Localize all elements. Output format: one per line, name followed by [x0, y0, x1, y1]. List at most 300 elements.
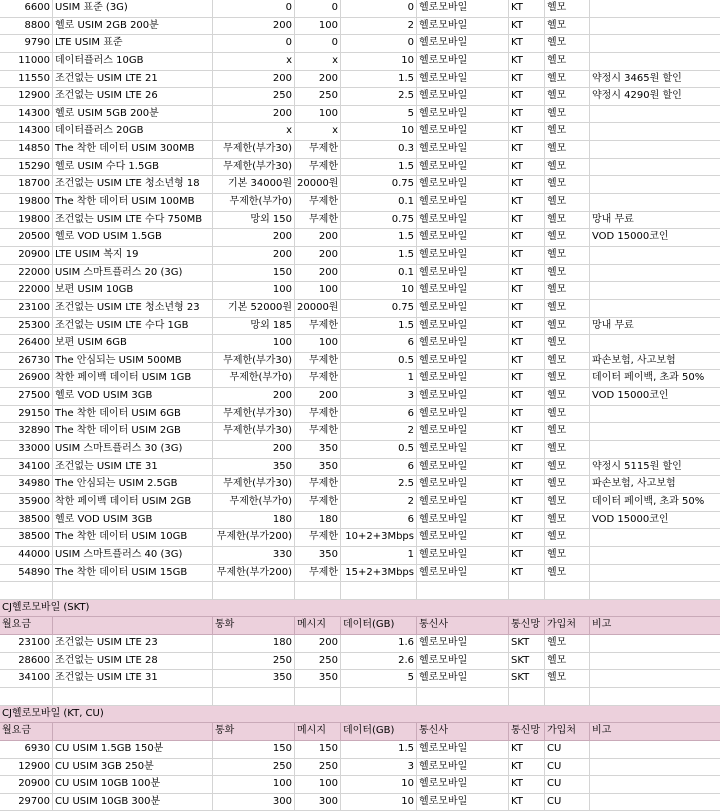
cell-col-2[interactable]: 300: [213, 794, 295, 811]
cell-col-1[interactable]: The 착한 데이터 USIM 15GB: [53, 565, 213, 582]
cell-col-7[interactable]: CU: [545, 776, 590, 793]
cell-col-5[interactable]: 헬로모바일: [417, 370, 509, 387]
cell-col-8[interactable]: 약정시 5115원 할인: [592, 460, 682, 472]
cell-col-5[interactable]: 헬로모바일: [417, 741, 509, 758]
cell-col-5[interactable]: 헬로모바일: [417, 282, 509, 299]
cell-col-1[interactable]: CU USIM 1.5GB 150분: [53, 741, 213, 758]
cell-col-8[interactable]: [590, 529, 720, 546]
cell-col-5[interactable]: 헬로모바일: [417, 35, 509, 52]
cell-col-2[interactable]: 100: [213, 282, 295, 299]
cell-col-2[interactable]: 350: [213, 670, 295, 687]
cell-col-7[interactable]: 헬모: [545, 159, 590, 176]
cell-col-0[interactable]: 11550: [0, 71, 53, 88]
cell-col-3[interactable]: 180: [295, 512, 341, 529]
cell-col-4[interactable]: 6: [341, 406, 417, 423]
cell-col-5[interactable]: 헬로모바일: [417, 71, 509, 88]
cell-col-7[interactable]: 헬모: [545, 53, 590, 70]
empty-cell[interactable]: [295, 582, 341, 599]
cell-col-0[interactable]: 14850: [0, 141, 53, 158]
cell-col-6[interactable]: KT: [509, 18, 545, 35]
cell-col-8[interactable]: [590, 159, 720, 176]
cell-col-8[interactable]: [590, 106, 720, 123]
cell-col-4[interactable]: 10: [341, 794, 417, 811]
cell-col-1[interactable]: USIM 표준 (3G): [53, 0, 213, 17]
cell-col-3[interactable]: 350: [295, 670, 341, 687]
cell-col-3[interactable]: 무제한: [295, 212, 341, 229]
cell-col-2[interactable]: 180: [213, 635, 295, 652]
cell-col-6[interactable]: KT: [509, 123, 545, 140]
cell-col-7[interactable]: 헬모: [545, 123, 590, 140]
cell-col-5[interactable]: 통신사: [417, 723, 509, 740]
cell-col-2[interactable]: 250: [213, 653, 295, 670]
cell-col-4[interactable]: 0: [341, 0, 417, 17]
cell-col-4[interactable]: 2.5: [341, 88, 417, 105]
empty-cell[interactable]: [545, 582, 590, 599]
cell-col-1[interactable]: 조건없는 USIM LTE 23: [53, 635, 213, 652]
cell-col-4[interactable]: 0.75: [341, 300, 417, 317]
cell-col-8[interactable]: [590, 670, 720, 687]
cell-col-7[interactable]: 헬모: [545, 459, 590, 476]
cell-col-1[interactable]: CU USIM 10GB 100분: [53, 776, 213, 793]
cell-col-2[interactable]: 100: [213, 776, 295, 793]
cell-col-0[interactable]: 54890: [0, 565, 53, 582]
cell-col-1[interactable]: 헬로 USIM 수다 1.5GB: [53, 159, 213, 176]
cell-col-7[interactable]: 헬모: [545, 194, 590, 211]
cell-col-7[interactable]: 헬모: [545, 370, 590, 387]
cell-col-7[interactable]: 헬모: [545, 0, 590, 17]
cell-col-4[interactable]: 데이터(GB): [341, 617, 417, 634]
cell-col-2[interactable]: 200: [213, 388, 295, 405]
cell-col-4[interactable]: 2.5: [341, 476, 417, 493]
cell-col-4[interactable]: 1: [341, 547, 417, 564]
cell-col-2[interactable]: 기본 34000원: [213, 176, 295, 193]
cell-col-1[interactable]: 조건없는 USIM LTE 청소년형 23: [53, 300, 213, 317]
cell-col-5[interactable]: 헬로모바일: [417, 194, 509, 211]
cell-col-3[interactable]: 350: [295, 441, 341, 458]
cell-col-7[interactable]: CU: [545, 741, 590, 758]
cell-col-2[interactable]: 200: [213, 18, 295, 35]
cell-col-1[interactable]: 데이터플러스 10GB: [53, 53, 213, 70]
cell-col-2[interactable]: 무제한(부가0): [213, 194, 295, 211]
cell-col-6[interactable]: KT: [509, 459, 545, 476]
cell-col-3[interactable]: 300: [295, 794, 341, 811]
cell-col-5[interactable]: 헬로모바일: [417, 476, 509, 493]
cell-col-4[interactable]: 10+2+3Mbps: [341, 529, 417, 546]
cell-col-5[interactable]: 헬로모바일: [417, 318, 509, 335]
cell-col-7[interactable]: 헬모: [545, 547, 590, 564]
cell-col-0[interactable]: 29150: [0, 406, 53, 423]
cell-col-5[interactable]: 헬로모바일: [417, 265, 509, 282]
cell-col-2[interactable]: 150: [213, 265, 295, 282]
cell-col-4[interactable]: 5: [341, 106, 417, 123]
cell-col-5[interactable]: 헬로모바일: [417, 794, 509, 811]
cell-col-1[interactable]: USIM 스마트플러스 30 (3G): [53, 441, 213, 458]
cell-col-3[interactable]: 무제한: [295, 159, 341, 176]
cell-col-4[interactable]: 6: [341, 512, 417, 529]
cell-col-4[interactable]: 1: [341, 370, 417, 387]
cell-col-7[interactable]: 가입처: [545, 723, 590, 740]
cell-col-1[interactable]: CU USIM 3GB 250분: [53, 759, 213, 776]
cell-col-4[interactable]: 1.5: [341, 741, 417, 758]
empty-cell[interactable]: [590, 688, 720, 705]
empty-cell[interactable]: [417, 582, 509, 599]
cell-col-2[interactable]: 150: [213, 741, 295, 758]
cell-col-3[interactable]: 150: [295, 741, 341, 758]
cell-col-8[interactable]: 약정시 4290원 할인: [592, 90, 682, 102]
cell-col-2[interactable]: 무제한(부가200): [213, 529, 295, 546]
cell-col-0[interactable]: 15290: [0, 159, 53, 176]
cell-col-2[interactable]: 망외 150: [213, 212, 295, 229]
cell-col-3[interactable]: 무제한: [295, 476, 341, 493]
cell-col-6[interactable]: SKT: [509, 653, 545, 670]
cell-col-4[interactable]: 10: [341, 123, 417, 140]
cell-col-8[interactable]: [590, 441, 720, 458]
cell-col-1[interactable]: The 안심되는 USIM 500MB: [53, 353, 213, 370]
cell-col-3[interactable]: 200: [295, 71, 341, 88]
cell-col-8[interactable]: [590, 759, 720, 776]
cell-col-0[interactable]: 32890: [0, 423, 53, 440]
cell-col-3[interactable]: 200: [295, 247, 341, 264]
cell-col-5[interactable]: 헬로모바일: [417, 635, 509, 652]
cell-col-0[interactable]: 28600: [0, 653, 53, 670]
cell-col-7[interactable]: 헬모: [545, 423, 590, 440]
cell-col-6[interactable]: KT: [509, 300, 545, 317]
cell-col-1[interactable]: 착한 페이백 데이터 USIM 2GB: [53, 494, 213, 511]
cell-col-7[interactable]: 헬모: [545, 512, 590, 529]
cell-col-8[interactable]: [590, 0, 720, 17]
cell-col-5[interactable]: 헬로모바일: [417, 670, 509, 687]
cell-col-3[interactable]: 무제한: [295, 194, 341, 211]
cell-col-2[interactable]: 330: [213, 547, 295, 564]
cell-col-4[interactable]: 10: [341, 776, 417, 793]
cell-col-5[interactable]: 헬로모바일: [417, 529, 509, 546]
cell-col-4[interactable]: 0.5: [341, 441, 417, 458]
cell-col-7[interactable]: 헬모: [545, 565, 590, 582]
cell-col-0[interactable]: 9790: [0, 35, 53, 52]
cell-col-6[interactable]: KT: [509, 794, 545, 811]
cell-col-5[interactable]: 헬로모바일: [417, 459, 509, 476]
cell-col-2[interactable]: 무제한(부가30): [213, 141, 295, 158]
cell-col-0[interactable]: 월요금: [0, 617, 53, 634]
cell-col-2[interactable]: x: [213, 123, 295, 140]
cell-col-0[interactable]: 6930: [0, 741, 53, 758]
cell-col-2[interactable]: 200: [213, 106, 295, 123]
cell-col-4[interactable]: 6: [341, 459, 417, 476]
cell-col-0[interactable]: 6600: [0, 0, 53, 17]
cell-col-7[interactable]: 헬모: [545, 300, 590, 317]
cell-col-2[interactable]: 무제한(부가30): [213, 159, 295, 176]
cell-col-0[interactable]: 8800: [0, 18, 53, 35]
cell-col-8[interactable]: [590, 141, 720, 158]
cell-col-4[interactable]: 데이터(GB): [341, 723, 417, 740]
cell-col-6[interactable]: KT: [509, 194, 545, 211]
cell-col-6[interactable]: KT: [509, 229, 545, 246]
cell-col-1[interactable]: The 착한 데이터 USIM 300MB: [53, 141, 213, 158]
cell-col-5[interactable]: 헬로모바일: [417, 388, 509, 405]
cell-col-5[interactable]: 헬로모바일: [417, 653, 509, 670]
cell-col-8[interactable]: 망내 무료: [592, 213, 634, 225]
cell-col-0[interactable]: 26400: [0, 335, 53, 352]
cell-col-1[interactable]: CU USIM 10GB 300분: [53, 794, 213, 811]
cell-col-3[interactable]: 0: [295, 35, 341, 52]
cell-col-5[interactable]: 헬로모바일: [417, 300, 509, 317]
cell-col-2[interactable]: 통화: [213, 617, 295, 634]
cell-col-6[interactable]: KT: [509, 318, 545, 335]
cell-col-8[interactable]: 비고: [592, 725, 612, 737]
cell-col-3[interactable]: 무제한: [295, 318, 341, 335]
cell-col-0[interactable]: 26730: [0, 353, 53, 370]
cell-col-7[interactable]: 헬모: [545, 265, 590, 282]
cell-col-6[interactable]: KT: [509, 776, 545, 793]
cell-col-3[interactable]: x: [295, 123, 341, 140]
cell-col-2[interactable]: 250: [213, 88, 295, 105]
cell-col-2[interactable]: 200: [213, 229, 295, 246]
empty-cell[interactable]: [53, 688, 213, 705]
cell-col-0[interactable]: 44000: [0, 547, 53, 564]
cell-col-0[interactable]: 20900: [0, 776, 53, 793]
cell-col-4[interactable]: 3: [341, 759, 417, 776]
empty-cell[interactable]: [509, 688, 545, 705]
cell-col-2[interactable]: 무제한(부가30): [213, 476, 295, 493]
cell-col-6[interactable]: 통신망: [509, 617, 545, 634]
cell-col-8[interactable]: [590, 18, 720, 35]
cell-col-3[interactable]: 무제한: [295, 494, 341, 511]
cell-col-6[interactable]: KT: [509, 741, 545, 758]
cell-col-4[interactable]: 1.5: [341, 71, 417, 88]
cell-col-7[interactable]: 헬모: [545, 318, 590, 335]
cell-col-0[interactable]: 29700: [0, 794, 53, 811]
cell-col-3[interactable]: 200: [295, 388, 341, 405]
cell-col-7[interactable]: CU: [545, 759, 590, 776]
cell-col-6[interactable]: KT: [509, 35, 545, 52]
empty-cell[interactable]: [341, 688, 417, 705]
cell-col-8[interactable]: 파손보험, 사고보험: [592, 478, 676, 490]
cell-col-7[interactable]: 헬모: [545, 494, 590, 511]
cell-col-3[interactable]: 100: [295, 106, 341, 123]
cell-col-4[interactable]: 10: [341, 282, 417, 299]
cell-col-6[interactable]: KT: [509, 441, 545, 458]
cell-col-3[interactable]: 무제한: [295, 353, 341, 370]
cell-col-8[interactable]: [590, 53, 720, 70]
empty-cell[interactable]: [590, 582, 720, 599]
cell-col-7[interactable]: 헬모: [545, 353, 590, 370]
cell-col-8[interactable]: VOD 15000코인: [592, 390, 669, 402]
cell-col-6[interactable]: SKT: [509, 670, 545, 687]
cell-col-2[interactable]: 망외 185: [213, 318, 295, 335]
cell-col-4[interactable]: 10: [341, 53, 417, 70]
cell-col-5[interactable]: 헬로모바일: [417, 88, 509, 105]
cell-col-7[interactable]: 헬모: [545, 212, 590, 229]
cell-col-2[interactable]: 무제한(부가200): [213, 565, 295, 582]
empty-cell[interactable]: [0, 688, 53, 705]
cell-col-6[interactable]: KT: [509, 335, 545, 352]
cell-col-4[interactable]: 0.3: [341, 141, 417, 158]
cell-col-2[interactable]: 무제한(부가0): [213, 370, 295, 387]
cell-col-3[interactable]: 무제한: [295, 141, 341, 158]
section-title[interactable]: CJ헬로모바일 (SKT): [2, 601, 90, 613]
cell-col-3[interactable]: 100: [295, 282, 341, 299]
cell-col-7[interactable]: 헬모: [545, 247, 590, 264]
cell-col-0[interactable]: 34100: [0, 459, 53, 476]
cell-col-8[interactable]: VOD 15000코인: [592, 231, 669, 243]
cell-col-6[interactable]: KT: [509, 388, 545, 405]
cell-col-5[interactable]: 통신사: [417, 617, 509, 634]
cell-col-4[interactable]: 2.6: [341, 653, 417, 670]
cell-col-6[interactable]: KT: [509, 529, 545, 546]
cell-col-0[interactable]: 11000: [0, 53, 53, 70]
cell-col-4[interactable]: 0.75: [341, 212, 417, 229]
cell-col-8[interactable]: [590, 547, 720, 564]
cell-col-6[interactable]: KT: [509, 423, 545, 440]
cell-col-6[interactable]: KT: [509, 759, 545, 776]
cell-col-5[interactable]: 헬로모바일: [417, 335, 509, 352]
cell-col-8[interactable]: [590, 565, 720, 582]
cell-col-1[interactable]: [53, 723, 213, 740]
cell-col-7[interactable]: 헬모: [545, 635, 590, 652]
cell-col-0[interactable]: 12900: [0, 88, 53, 105]
cell-col-5[interactable]: 헬로모바일: [417, 565, 509, 582]
empty-cell[interactable]: [545, 688, 590, 705]
cell-col-6[interactable]: KT: [509, 0, 545, 17]
cell-col-6[interactable]: KT: [509, 406, 545, 423]
cell-col-0[interactable]: 20900: [0, 247, 53, 264]
cell-col-2[interactable]: 무제한(부가30): [213, 406, 295, 423]
cell-col-5[interactable]: 헬로모바일: [417, 494, 509, 511]
cell-col-6[interactable]: KT: [509, 53, 545, 70]
cell-col-8[interactable]: 데이터 페이백, 초과 50%: [592, 372, 705, 384]
cell-col-5[interactable]: 헬로모바일: [417, 759, 509, 776]
empty-cell[interactable]: [341, 582, 417, 599]
cell-col-4[interactable]: 1.6: [341, 635, 417, 652]
cell-col-5[interactable]: 헬로모바일: [417, 512, 509, 529]
empty-cell[interactable]: [213, 688, 295, 705]
cell-col-4[interactable]: 1.5: [341, 247, 417, 264]
cell-col-2[interactable]: 0: [213, 0, 295, 17]
cell-col-5[interactable]: 헬로모바일: [417, 176, 509, 193]
cell-col-3[interactable]: 무제한: [295, 423, 341, 440]
cell-col-0[interactable]: 18700: [0, 176, 53, 193]
cell-col-7[interactable]: 헬모: [545, 106, 590, 123]
cell-col-0[interactable]: 38500: [0, 529, 53, 546]
cell-col-1[interactable]: 헬로 VOD USIM 1.5GB: [53, 229, 213, 246]
cell-col-8[interactable]: [590, 176, 720, 193]
cell-col-5[interactable]: 헬로모바일: [417, 423, 509, 440]
cell-col-5[interactable]: 헬로모바일: [417, 159, 509, 176]
cell-col-5[interactable]: 헬로모바일: [417, 212, 509, 229]
cell-col-1[interactable]: The 착한 데이터 USIM 2GB: [53, 423, 213, 440]
cell-col-2[interactable]: 350: [213, 459, 295, 476]
cell-col-4[interactable]: 0.1: [341, 265, 417, 282]
cell-col-3[interactable]: 0: [295, 0, 341, 17]
cell-col-6[interactable]: KT: [509, 141, 545, 158]
cell-col-5[interactable]: 헬로모바일: [417, 18, 509, 35]
cell-col-6[interactable]: SKT: [509, 635, 545, 652]
cell-col-7[interactable]: 헬모: [545, 476, 590, 493]
cell-col-3[interactable]: 100: [295, 776, 341, 793]
cell-col-6[interactable]: KT: [509, 353, 545, 370]
cell-col-4[interactable]: 3: [341, 388, 417, 405]
cell-col-0[interactable]: 22000: [0, 265, 53, 282]
cell-col-6[interactable]: KT: [509, 212, 545, 229]
cell-col-3[interactable]: 무제한: [295, 406, 341, 423]
cell-col-7[interactable]: 헬모: [545, 529, 590, 546]
cell-col-3[interactable]: 200: [295, 635, 341, 652]
cell-col-7[interactable]: 헬모: [545, 229, 590, 246]
cell-col-3[interactable]: 무제한: [295, 565, 341, 582]
cell-col-3[interactable]: 메시지: [295, 617, 341, 634]
cell-col-1[interactable]: LTE USIM 복지 19: [53, 247, 213, 264]
cell-col-6[interactable]: KT: [509, 547, 545, 564]
cell-col-1[interactable]: The 착한 데이터 USIM 100MB: [53, 194, 213, 211]
cell-col-8[interactable]: [590, 194, 720, 211]
empty-cell[interactable]: [0, 582, 53, 599]
cell-col-1[interactable]: The 안심되는 USIM 2.5GB: [53, 476, 213, 493]
cell-col-4[interactable]: 2: [341, 423, 417, 440]
cell-col-5[interactable]: 헬로모바일: [417, 123, 509, 140]
cell-col-2[interactable]: 200: [213, 247, 295, 264]
cell-col-1[interactable]: 보편 USIM 10GB: [53, 282, 213, 299]
cell-col-2[interactable]: 200: [213, 71, 295, 88]
cell-col-0[interactable]: 12900: [0, 759, 53, 776]
cell-col-6[interactable]: KT: [509, 512, 545, 529]
cell-col-1[interactable]: 헬로 USIM 5GB 200분: [53, 106, 213, 123]
cell-col-5[interactable]: 헬로모바일: [417, 353, 509, 370]
cell-col-1[interactable]: The 착한 데이터 USIM 10GB: [53, 529, 213, 546]
cell-col-8[interactable]: [590, 335, 720, 352]
cell-col-4[interactable]: 0.1: [341, 194, 417, 211]
cell-col-5[interactable]: 헬로모바일: [417, 0, 509, 17]
cell-col-5[interactable]: 헬로모바일: [417, 547, 509, 564]
cell-col-8[interactable]: VOD 15000코인: [592, 513, 669, 525]
cell-col-5[interactable]: 헬로모바일: [417, 229, 509, 246]
cell-col-7[interactable]: 헬모: [545, 335, 590, 352]
cell-col-0[interactable]: 22000: [0, 282, 53, 299]
cell-col-7[interactable]: 헬모: [545, 670, 590, 687]
cell-col-4[interactable]: 0.75: [341, 176, 417, 193]
cell-col-7[interactable]: 헬모: [545, 18, 590, 35]
cell-col-4[interactable]: 1.5: [341, 159, 417, 176]
cell-col-1[interactable]: 조건없는 USIM LTE 수다 1GB: [53, 318, 213, 335]
cell-col-7[interactable]: 헬모: [545, 388, 590, 405]
cell-col-5[interactable]: 헬로모바일: [417, 406, 509, 423]
cell-col-3[interactable]: 무제한: [295, 370, 341, 387]
cell-col-2[interactable]: 0: [213, 35, 295, 52]
cell-col-1[interactable]: 조건없는 USIM LTE 28: [53, 653, 213, 670]
cell-col-4[interactable]: 6: [341, 335, 417, 352]
cell-col-6[interactable]: KT: [509, 247, 545, 264]
cell-col-5[interactable]: 헬로모바일: [417, 106, 509, 123]
cell-col-6[interactable]: KT: [509, 565, 545, 582]
cell-col-2[interactable]: 무제한(부가0): [213, 494, 295, 511]
cell-col-2[interactable]: 무제한(부가30): [213, 423, 295, 440]
cell-col-5[interactable]: 헬로모바일: [417, 141, 509, 158]
cell-col-7[interactable]: 헬모: [545, 441, 590, 458]
cell-col-6[interactable]: KT: [509, 176, 545, 193]
cell-col-6[interactable]: KT: [509, 159, 545, 176]
cell-col-4[interactable]: 0: [341, 35, 417, 52]
cell-col-1[interactable]: 조건없는 USIM LTE 31: [53, 670, 213, 687]
cell-col-3[interactable]: 100: [295, 18, 341, 35]
cell-col-6[interactable]: KT: [509, 476, 545, 493]
cell-col-2[interactable]: x: [213, 53, 295, 70]
empty-cell[interactable]: [509, 582, 545, 599]
empty-cell[interactable]: [53, 582, 213, 599]
cell-col-0[interactable]: 26900: [0, 370, 53, 387]
cell-col-7[interactable]: 헬모: [545, 71, 590, 88]
cell-col-3[interactable]: 250: [295, 759, 341, 776]
cell-col-0[interactable]: 19800: [0, 194, 53, 211]
cell-col-5[interactable]: 헬로모바일: [417, 776, 509, 793]
